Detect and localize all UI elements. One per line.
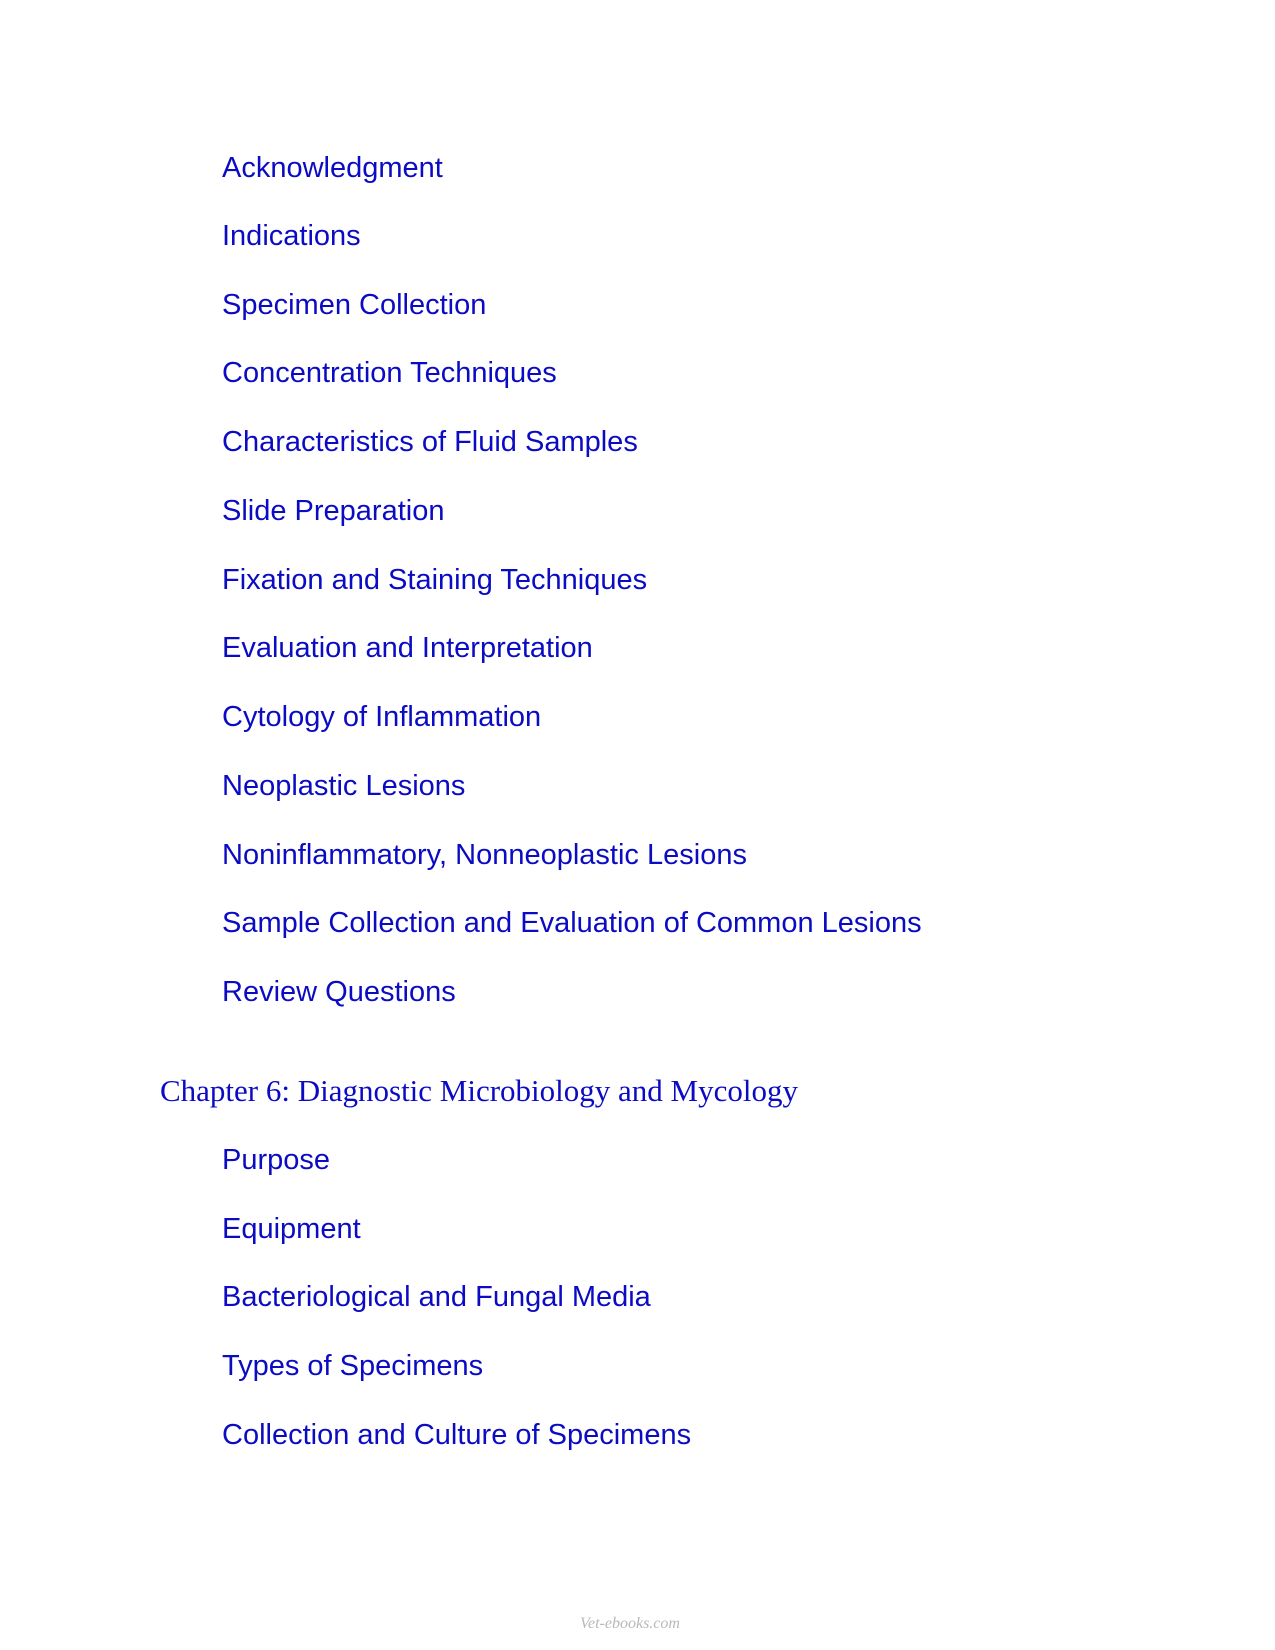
chapter-6-heading[interactable]: Chapter 6: Diagnostic Microbiology and Mycology <box>160 1073 798 1108</box>
watermark-text: Vet-ebooks.com <box>580 1615 680 1632</box>
toc-link-neoplastic-lesions[interactable]: Neoplastic Lesions <box>222 770 466 802</box>
toc-link-evaluation-and-interpretation[interactable]: Evaluation and Interpretation <box>222 632 593 664</box>
watermark-logo <box>578 1604 698 1634</box>
toc-link-purpose[interactable]: Purpose <box>222 1144 331 1176</box>
toc-link-indications[interactable]: Indications <box>222 220 361 252</box>
toc-link-common-lesions[interactable]: Sample Collection and Evaluation of Common Lesions <box>222 907 922 939</box>
toc-link-characteristics-of-fluid-samples[interactable]: Characteristics of Fluid Samples <box>222 426 638 458</box>
toc-link-review-questions[interactable]: Review Questions <box>222 976 456 1008</box>
toc-link-acknowledgment[interactable]: Acknowledgment <box>222 152 443 184</box>
toc-link-equipment[interactable]: Equipment <box>222 1213 361 1245</box>
toc-link-bacteriological-and-fungal-media[interactable]: Bacteriological and Fungal Media <box>222 1281 651 1313</box>
toc-link-cytology-of-inflammation[interactable]: Cytology of Inflammation <box>222 701 542 733</box>
toc-link-slide-preparation[interactable]: Slide Preparation <box>222 495 445 527</box>
toc-link-noninflammatory-lesions[interactable]: Noninflammatory, Nonneoplastic Lesions <box>222 839 747 871</box>
toc-link-concentration-techniques[interactable]: Concentration Techniques <box>222 357 557 389</box>
toc-link-specimen-collection[interactable]: Specimen Collection <box>222 289 487 321</box>
toc-link-fixation-and-staining[interactable]: Fixation and Staining Techniques <box>222 564 648 596</box>
toc-link-types-of-specimens[interactable]: Types of Specimens <box>222 1350 484 1382</box>
toc-link-collection-and-culture[interactable]: Collection and Culture of Specimens <box>222 1419 692 1451</box>
